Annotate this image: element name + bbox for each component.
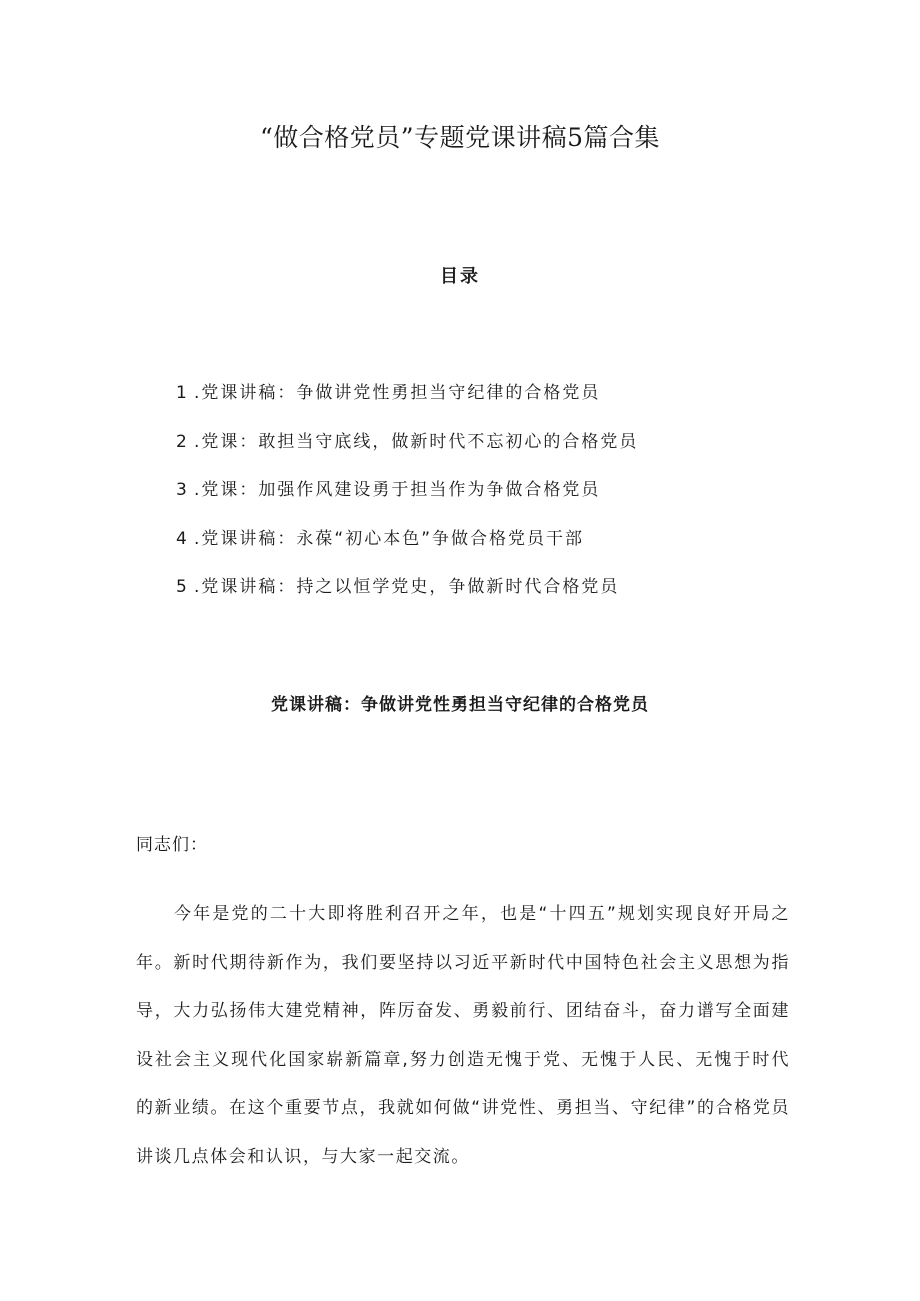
toc-item[interactable] xyxy=(176,378,836,427)
toc-item[interactable] xyxy=(176,475,836,524)
toc-item-number: 3 xyxy=(176,480,189,500)
section-heading: 党课讲稿：争做讲党性勇担当守纪律的合格党员 xyxy=(271,695,649,715)
toc-heading: 目录 xyxy=(440,266,480,287)
toc-item-text: .党课：敢担当守底线，做新时代不忘初心的合格党员 xyxy=(194,431,639,452)
toc-item-text: .党课讲稿：争做讲党性勇担当守纪律的合格党员 xyxy=(194,383,601,403)
salutation: 同志们： xyxy=(136,835,208,855)
toc-item-text: .党课讲稿：永葆“初心本色”争做合格党员干部 xyxy=(194,528,585,549)
toc-item[interactable] xyxy=(176,427,836,476)
toc-item-number: 1 xyxy=(176,383,189,403)
body-paragraph: 今年是党的二十大即将胜利召开之年，也是“十四五”规划实现良好开局之年。新时代期待新作为，我们要坚持以习近平新时代中国特色社会主义思想为指导，大力弘扬伟大建党精神，阵厉奋发、勇毅前行、团结奋斗，奋力谱写全面建设社会主义现代化国家崭新篇章,努力创造无愧于党、无愧于人民、无愧于时代的新业绩。在这个重要节点，我就如何做“讲党性、勇担当、守纪律”的合格党员讲谈几点体会和认识，与大家一起交流。 xyxy=(136,904,790,1167)
table-of-contents xyxy=(176,378,836,621)
toc-item-number: 2 xyxy=(176,431,189,452)
toc-item-number: 5 xyxy=(176,577,189,597)
toc-item[interactable] xyxy=(176,572,836,621)
toc-item-number: 4 xyxy=(176,528,189,549)
document-title: “做合格党员”专题党课讲稿5篇合集 xyxy=(260,123,660,152)
toc-item-text: .党课讲稿：持之以恒学党史，争做新时代合格党员 xyxy=(194,577,620,597)
toc-item[interactable] xyxy=(176,524,836,573)
toc-item-text: .党课：加强作风建设勇于担当作为争做合格党员 xyxy=(194,480,601,500)
